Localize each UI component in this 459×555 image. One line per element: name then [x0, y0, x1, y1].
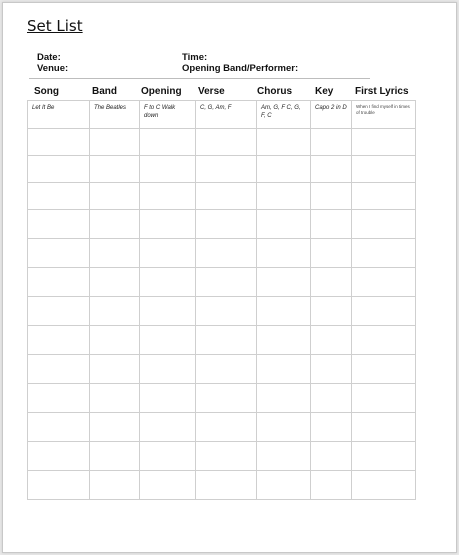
first-lyrics-cell: [352, 413, 416, 442]
verse-cell: [196, 384, 257, 413]
key-cell: [311, 239, 352, 268]
chorus-cell: [257, 413, 311, 442]
chorus-cell: [257, 239, 311, 268]
band-cell: [90, 442, 140, 471]
key-cell: [311, 471, 352, 500]
chorus-cell: [257, 355, 311, 384]
band-cell: [90, 471, 140, 500]
opening-cell: [140, 384, 196, 413]
key-cell: [311, 129, 352, 156]
key-cell: [311, 183, 352, 210]
first-lyrics-cell: [352, 183, 416, 210]
venue-label: Venue:: [37, 63, 69, 74]
band-cell: [90, 413, 140, 442]
first-lyrics-cell: [352, 442, 416, 471]
song-cell: [28, 326, 90, 355]
column-header-chorus: Chorus: [257, 86, 292, 97]
band-cell: [90, 268, 140, 297]
table-row: [28, 101, 416, 129]
meta-right: [182, 52, 298, 74]
table-row: [28, 471, 416, 500]
table-row: [28, 326, 416, 355]
set-list-table: [27, 100, 416, 500]
first-lyrics-cell: [352, 129, 416, 156]
verse-cell: [196, 413, 257, 442]
verse-cell: [196, 268, 257, 297]
key-cell: [311, 413, 352, 442]
song-cell: [28, 156, 90, 183]
opening-cell: [140, 355, 196, 384]
meta-left: [37, 52, 68, 74]
opening-cell: [140, 413, 196, 442]
key-cell: [311, 442, 352, 471]
band-cell: [90, 384, 140, 413]
table-row: [28, 129, 416, 156]
first-lyrics-cell: [352, 156, 416, 183]
table-row: [28, 239, 416, 268]
band-cell: [90, 210, 140, 239]
chorus-cell: [257, 471, 311, 500]
band-cell: [90, 183, 140, 210]
opening-cell: [140, 156, 196, 183]
column-header-opening: Opening: [141, 86, 182, 97]
band-cell: [90, 129, 140, 156]
song-cell: [28, 471, 90, 500]
table-row: [28, 413, 416, 442]
song-cell: Let It Be: [28, 101, 90, 129]
column-headers: [27, 86, 416, 99]
table-row: [28, 297, 416, 326]
table-row: [28, 384, 416, 413]
key-cell: [311, 297, 352, 326]
song-cell: [28, 297, 90, 326]
chorus-cell: [257, 156, 311, 183]
key-cell: [311, 156, 352, 183]
opening-band-label: Opening Band/Performer:: [182, 63, 299, 74]
chorus-cell: [257, 442, 311, 471]
opening-cell: [140, 471, 196, 500]
opening-cell: [140, 297, 196, 326]
first-lyrics-cell: [352, 355, 416, 384]
song-cell: [28, 442, 90, 471]
chorus-cell: [257, 183, 311, 210]
first-lyrics-cell: [352, 210, 416, 239]
table-row: [28, 442, 416, 471]
time-label: Time:: [182, 52, 208, 63]
verse-cell: [196, 239, 257, 268]
table-row: [28, 268, 416, 297]
first-lyrics-cell: [352, 268, 416, 297]
band-cell: [90, 156, 140, 183]
song-cell: [28, 413, 90, 442]
opening-cell: [140, 183, 196, 210]
first-lyrics-cell: [352, 326, 416, 355]
table-row: [28, 210, 416, 239]
band-cell: [90, 326, 140, 355]
verse-cell: [196, 471, 257, 500]
column-header-band: Band: [92, 86, 117, 97]
table-row: [28, 156, 416, 183]
page-title: Set List: [27, 17, 83, 35]
band-cell: [90, 297, 140, 326]
date-label: Date:: [37, 52, 61, 63]
verse-cell: [196, 156, 257, 183]
divider: [29, 78, 370, 79]
opening-cell: F to C Walk down: [140, 101, 196, 129]
verse-cell: [196, 355, 257, 384]
opening-cell: [140, 239, 196, 268]
first-lyrics-cell: [352, 297, 416, 326]
key-cell: [311, 355, 352, 384]
verse-cell: [196, 183, 257, 210]
first-lyrics-cell: [352, 239, 416, 268]
column-header-verse: Verse: [198, 86, 225, 97]
column-header-song: Song: [34, 86, 59, 97]
first-lyrics-cell: When I find myself in times of trouble: [352, 101, 416, 129]
chorus-cell: [257, 268, 311, 297]
first-lyrics-cell: [352, 471, 416, 500]
verse-cell: C, G, Am, F: [196, 101, 257, 129]
song-cell: [28, 129, 90, 156]
column-header-key: Key: [315, 86, 334, 97]
song-cell: [28, 183, 90, 210]
chorus-cell: [257, 297, 311, 326]
chorus-cell: [257, 384, 311, 413]
first-lyrics-cell: [352, 384, 416, 413]
opening-cell: [140, 210, 196, 239]
opening-cell: [140, 268, 196, 297]
verse-cell: [196, 442, 257, 471]
document-page: [2, 2, 457, 553]
chorus-cell: [257, 326, 311, 355]
column-header-first-lyrics: First Lyrics: [355, 86, 409, 97]
opening-cell: [140, 326, 196, 355]
band-cell: The Beatles: [90, 101, 140, 129]
table-row: [28, 355, 416, 384]
chorus-cell: [257, 129, 311, 156]
verse-cell: [196, 210, 257, 239]
chorus-cell: Am, G, F C, G, F, C: [257, 101, 311, 129]
verse-cell: [196, 326, 257, 355]
key-cell: [311, 268, 352, 297]
table-row: [28, 183, 416, 210]
key-cell: [311, 384, 352, 413]
key-cell: Capo 2 in D: [311, 101, 352, 129]
band-cell: [90, 355, 140, 384]
opening-cell: [140, 442, 196, 471]
song-cell: [28, 355, 90, 384]
verse-cell: [196, 129, 257, 156]
band-cell: [90, 239, 140, 268]
song-cell: [28, 239, 90, 268]
song-cell: [28, 210, 90, 239]
opening-cell: [140, 129, 196, 156]
song-cell: [28, 384, 90, 413]
chorus-cell: [257, 210, 311, 239]
key-cell: [311, 326, 352, 355]
key-cell: [311, 210, 352, 239]
verse-cell: [196, 297, 257, 326]
song-cell: [28, 268, 90, 297]
